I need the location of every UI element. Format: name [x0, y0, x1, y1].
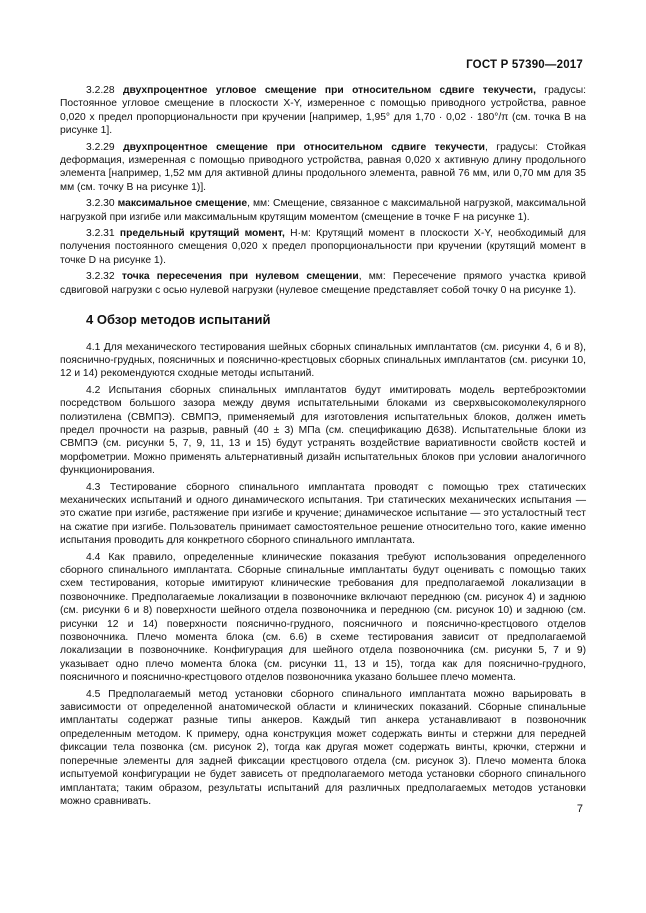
- definition-term: максимальное смещение: [117, 198, 248, 210]
- definition-term: предельный крутящий момент,: [119, 228, 285, 240]
- definition-body: , мм: Пересечение прямого участка кривой сдвиговой нагрузки с осью нулевой нагрузки (нулевое смещение представляет собой точку 0 на рисунке 1).: [60, 271, 586, 296]
- definition-body: , градусы: Стойкая деформация, измеренная с помощью приводного устройства, равная 0,020 х активную длину продольного элемента [например, 1,52 мм для активной длины продольного элемента, равной 76 мм, или 0,70 мм для 35 мм (см. точку В на рисунке 1)].: [60, 141, 586, 193]
- paragraph-4-2: 4.2 Испытания сборных спинальных имплантатов будут имитировать модель вертеброэктомии посредством большого зазора между двумя испытательными блоками из сверхвысокомолекулярного полиэтилена (СВМПЭ). СВМПЭ, применяемый для изготовления испытательных блоков, должен иметь предел прочности на разрыв, равный (40 ± 3) МПа (см. спецификацию Д638). Испытательные блоки из СВМПЭ (см. рисунки 5, 7, 9, 11, 13 и 15) будут устранять воздействие вариативности свойств костей и морфометрии. Можно применять альтернативный дизайн испытательных блоков при условии аналогичного функционирования.: [60, 384, 586, 477]
- definition-term: двухпроцентное смещение при относительном сдвиге текучести: [123, 141, 485, 153]
- definition-body: , мм: Смещение, связанное с максимальной нагрузкой, максимальной нагрузкой при изгибе или максимальным крутящим моментом (смещение в точке F на рисунке 1).: [60, 198, 586, 223]
- paragraph-4-4: 4.4 Как правило, определенные клинические показания требуют использования определенного сборного спинального имплантата. Сборные спинальные имплантаты будут оценивать с помощью таких схем тестирования, которые имитируют клинические требования для предполагаемой локализации в позвоночнике. Предполагаемые локализации в позвоночнике включают переднюю (см. рисунок 4) и заднюю (см. рисунки 6 и 8) поверхности шейного отдела позвоночника и переднюю (см. рисунок 10) и заднюю (см. рисунки 12 и 14) поверхности пояснично-грудного, поясничного и пояснично-крестцового отделов позвоночника. Плечо момента блока (см. 6.6) в схеме тестирования зависит от предполагаемой локализации в позвоночнике. Конфигурация для шейного отдела позвоночника (см. рисунки 5, 7 и 9) указывает одно плечо момента блока (см. рисунки 11, 13 и 15), тогда как для пояснично-грудного, поясничного и пояснично-крестцового отделов позвоночника указано большее плечо момента.: [60, 551, 586, 684]
- definition-number: 3.2.30: [86, 198, 115, 210]
- definition-3-2-32: [60, 270, 586, 297]
- definition-3-2-29: [60, 141, 586, 195]
- definition-term: точка пересечения при нулевом смещении: [121, 271, 359, 283]
- definition-number: 3.2.29: [86, 141, 115, 153]
- standard-header: ГОСТ Р 57390—2017: [466, 59, 583, 71]
- definition-body: Н·м: Крутящий момент в плоскости X-Y, необходимый для получения постоянного смещения 0,020 х предел пропорциональности при кручении (крутящий момент в точке D на рисунке 1).: [60, 228, 586, 266]
- paragraph-4-3: 4.3 Тестирование сборного спинального имплантата проводят с помощью трех статических механических испытаний и одного динамического испытания. Три статических механических испытания — это сжатие при изгибе, растяжение при изгибе и кручение; динамическое испытание — это усталостный тест на сжатие при изгибе. Пользователь принимает самостоятельное решение относительно того, какие именно испытания проводить для конкретного сборного спинального имплантата.: [60, 481, 586, 547]
- definition-body: градусы: Постоянное угловое смещение в плоскости X-Y, измеренное с помощью приводного устройства, равное 0,020 х предел пропорциональности при кручении [например, 1,95° для 1,70 · 0,02 · 180°/π (см. точка В на рисунке 1].: [60, 85, 586, 137]
- definition-number: 3.2.28: [86, 85, 115, 96]
- section-heading: 4 Обзор методов испытаний: [86, 312, 271, 328]
- page-content: [60, 84, 586, 811]
- definition-term: двухпроцентное угловое смещение при относительном сдвиге текучести,: [122, 85, 536, 96]
- page-number: 7: [576, 803, 583, 815]
- definition-3-2-28: [60, 84, 586, 138]
- definition-3-2-30: [60, 197, 586, 224]
- paragraph-4-1: 4.1 Для механического тестирования шейных сборных спинальных имплантатов (см. рисунки 4, 6 и 8), пояснично-грудных, поясничных и пояснично-крестцовых сборных спинальных имплантатов (см. рисунки 10, 12 и 14) рекомендуются сходные методы испытаний.: [60, 341, 586, 380]
- paragraph-4-5: 4.5 Предполагаемый метод установки сборного спинального имплантата можно варьировать в зависимости от определенной анатомической области и клинических показаний. Сборные спинальные имплантаты содержат разные типы анкеров. Каждый тип анкера устанавливают в позвоночник определенным методом. К примеру, одна конструкция может содержать винты и стержни для передней фиксации тела позвонка (см. рисунок 2), тогда как другая может содержать винты, крючки, стержни и поперечные элементы для задней фиксации крестцового отдела (см. рисунок 3). Плечо момента блока испытуемой конфигурации не будет зависеть от предполагаемого метода установки сборного спинального имплантата; таким образом, результаты испытаний для различных предполагаемых методов установки можно сравнивать.: [60, 688, 586, 807]
- definition-number: 3.2.31: [86, 228, 115, 240]
- definition-3-2-31: [60, 227, 586, 267]
- definition-number: 3.2.32: [86, 271, 115, 283]
